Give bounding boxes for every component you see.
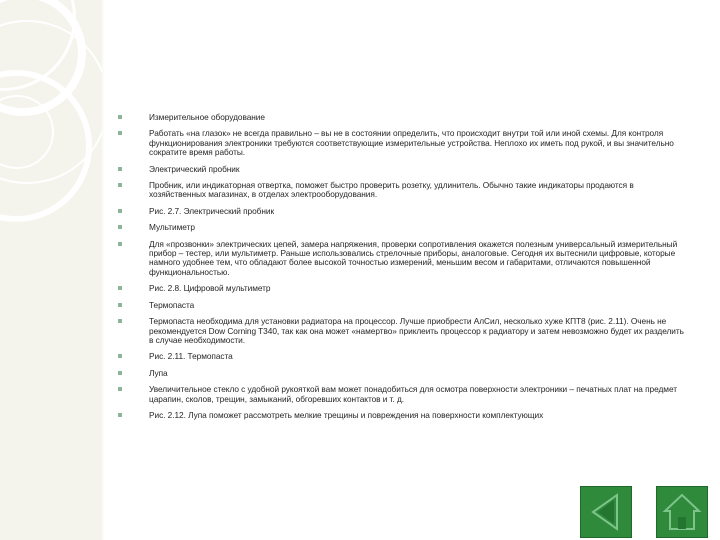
bullet-icon xyxy=(118,115,122,119)
item-text: Термопаста xyxy=(149,299,195,310)
list-item xyxy=(118,181,688,200)
list-item xyxy=(118,207,688,216)
house-icon xyxy=(657,487,707,537)
item-text: Термопаста необходима для установки радиатора на процессор. Лучше приобрести АлСил, несколько хуже КПТ8 (рис. 2.11). Очень не рекомендуется Dow Corning T340, так как она может «намертво» приклеить процессор к радиатору и затем невозможно будет их разделить в случае необходимости. xyxy=(149,316,684,345)
bullet-icon xyxy=(118,413,122,417)
list-item xyxy=(118,223,688,232)
item-text: Рис. 2.8. Цифровой мультиметр xyxy=(149,283,271,294)
list-item xyxy=(118,240,688,278)
bullet-icon xyxy=(118,303,122,307)
bullet-icon xyxy=(118,371,122,375)
decorative-sidebar xyxy=(0,0,104,540)
item-text: Электрический пробник xyxy=(149,163,240,174)
item-text: Увеличительное стекло с удобной рукояткой вам может понадобиться для осмотра поверхности электроники – печатных плат на предмет царапин, сколов, трещин, замыканий, обгоревших контактов и т. д. xyxy=(149,384,677,404)
list-item xyxy=(118,411,688,420)
item-text: Лупа xyxy=(149,367,168,378)
bullet-icon xyxy=(118,209,122,213)
bullet-icon xyxy=(118,242,122,246)
list-item xyxy=(118,301,688,310)
item-text: Работать «на глазок» не всегда правильно – вы не в состоянии определить, что происходит внутри той или иной схемы. Для контроля функционирования электроники требуются соответствующие измерительные устройства. Неплохо их иметь под рукой, и вы значительно сократите время работы. xyxy=(149,128,674,158)
list-item xyxy=(118,284,688,293)
list-item xyxy=(118,113,688,122)
item-text: Рис. 2.12. Лупа поможет рассмотреть мелкие трещины и повреждения на поверхности комплектующих xyxy=(149,409,544,420)
item-text: Рис. 2.11. Термопаста xyxy=(149,351,233,362)
bullet-icon xyxy=(118,286,122,290)
item-text: Мультиметр xyxy=(149,222,195,233)
bullet-icon xyxy=(118,183,122,187)
list-item xyxy=(118,317,688,345)
list-item xyxy=(118,369,688,378)
back-button[interactable] xyxy=(580,486,632,538)
item-text: Измерительное оборудование xyxy=(149,112,265,122)
slide-content xyxy=(118,113,688,427)
list-item xyxy=(118,165,688,174)
item-text: Пробник, или индикаторная отвертка, поможет быстро проверить розетку, удлинитель. Обычно такие индикаторы продаются в хозяйственных магазинах, в отделах электрооборудования. xyxy=(149,180,634,200)
list-item xyxy=(118,385,688,404)
bullet-icon xyxy=(118,319,122,323)
item-text: Для «прозвонки» электрических цепей, замера напряжения, проверки сопротивления окажется полезным универсальный измерительный прибор – тестер, или мультиметр. Раньше использовались стрелочные приборы, аналоговые. Сегодня их вытеснили цифровые, которые намного удобнее тем, что обладают более высокой точностью измерений, меньшим весом и габаритами, отличаются повышенной функциональностью. xyxy=(149,238,678,277)
item-text: Рис. 2.7. Электрический пробник xyxy=(149,205,275,216)
list-item xyxy=(118,129,688,157)
home-button[interactable] xyxy=(656,486,708,538)
bullet-icon xyxy=(118,225,122,229)
bullet-icon xyxy=(118,167,122,171)
triangle-left-icon xyxy=(581,487,631,537)
bullet-icon xyxy=(118,387,122,391)
sidebar-divider xyxy=(102,0,104,540)
bullet-icon xyxy=(118,131,122,135)
list-item xyxy=(118,352,688,361)
bullet-icon xyxy=(118,354,122,358)
